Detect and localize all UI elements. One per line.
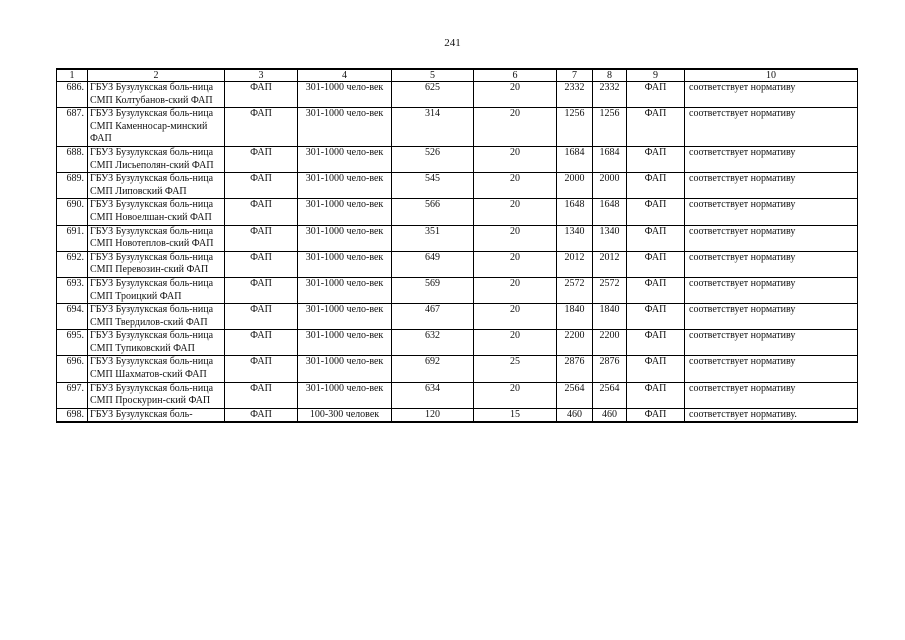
population-range-cell: 301-1000 чело-век — [298, 199, 392, 225]
facility-type-actual-cell: ФАП — [627, 277, 685, 303]
column-header-row — [57, 69, 858, 82]
column-header: 4 — [298, 69, 392, 82]
column-header: 5 — [392, 69, 474, 82]
population-range-cell: 301-1000 чело-век — [298, 251, 392, 277]
value-cell-5: 314 — [392, 108, 474, 147]
compliance-status-cell: соответствует нормативу — [685, 173, 858, 199]
population-range-cell: 301-1000 чело-век — [298, 356, 392, 382]
institution-name-cell: ГБУЗ Бузулукская боль-ница СМП Твердилов-ский ФАП — [88, 304, 225, 330]
table-row — [57, 277, 858, 303]
population-range-cell: 301-1000 чело-век — [298, 146, 392, 172]
row-number-cell: 693. — [57, 277, 88, 303]
value-cell-7: 460 — [557, 408, 593, 422]
value-cell-6: 20 — [474, 146, 557, 172]
value-cell-6: 20 — [474, 199, 557, 225]
compliance-status-cell: соответствует нормативу — [685, 199, 858, 225]
facility-type-actual-cell: ФАП — [627, 408, 685, 422]
facility-type-cell: ФАП — [225, 304, 298, 330]
value-cell-8: 2572 — [593, 277, 627, 303]
column-header: 3 — [225, 69, 298, 82]
population-range-cell: 301-1000 чело-век — [298, 173, 392, 199]
value-cell-5: 625 — [392, 82, 474, 108]
facility-type-cell: ФАП — [225, 199, 298, 225]
row-number-cell: 689. — [57, 173, 88, 199]
facility-type-cell: ФАП — [225, 277, 298, 303]
table-row — [57, 173, 858, 199]
row-number-cell: 695. — [57, 330, 88, 356]
column-header: 6 — [474, 69, 557, 82]
facility-type-cell: ФАП — [225, 408, 298, 422]
value-cell-8: 2876 — [593, 356, 627, 382]
compliance-status-cell: соответствует нормативу — [685, 382, 858, 408]
compliance-status-cell: соответствует нормативу — [685, 304, 858, 330]
institution-name-cell: ГБУЗ Бузулукская боль-ница СМП Шахматов-ский ФАП — [88, 356, 225, 382]
value-cell-7: 1648 — [557, 199, 593, 225]
table-row — [57, 146, 858, 172]
facility-type-cell: ФАП — [225, 225, 298, 251]
value-cell-7: 2572 — [557, 277, 593, 303]
value-cell-6: 20 — [474, 251, 557, 277]
institution-name-cell: ГБУЗ Бузулукская боль-ница СМП Колтубанов-ский ФАП — [88, 82, 225, 108]
column-header: 2 — [88, 69, 225, 82]
value-cell-8: 460 — [593, 408, 627, 422]
value-cell-7: 1256 — [557, 108, 593, 147]
table-row — [57, 225, 858, 251]
institution-name-cell: ГБУЗ Бузулукская боль-ница СМП Каменносар-минский ФАП — [88, 108, 225, 147]
value-cell-5: 526 — [392, 146, 474, 172]
compliance-status-cell: соответствует нормативу — [685, 146, 858, 172]
value-cell-6: 15 — [474, 408, 557, 422]
value-cell-8: 2012 — [593, 251, 627, 277]
population-range-cell: 301-1000 чело-век — [298, 225, 392, 251]
page-number: 241 — [444, 37, 461, 49]
table-row — [57, 82, 858, 108]
value-cell-6: 20 — [474, 382, 557, 408]
value-cell-7: 2012 — [557, 251, 593, 277]
value-cell-8: 2564 — [593, 382, 627, 408]
institution-name-cell: ГБУЗ Бузулукская боль-ница СМП Проскурин-ский ФАП — [88, 382, 225, 408]
compliance-status-cell: соответствует нормативу — [685, 251, 858, 277]
facility-type-actual-cell: ФАП — [627, 382, 685, 408]
value-cell-8: 2000 — [593, 173, 627, 199]
table-row — [57, 199, 858, 225]
institution-name-cell: ГБУЗ Бузулукская боль-ница СМП Троицкий ФАП — [88, 277, 225, 303]
value-cell-8: 1840 — [593, 304, 627, 330]
population-range-cell: 301-1000 чело-век — [298, 304, 392, 330]
facility-type-cell: ФАП — [225, 108, 298, 147]
facility-type-cell: ФАП — [225, 251, 298, 277]
row-number-cell: 694. — [57, 304, 88, 330]
population-range-cell: 301-1000 чело-век — [298, 108, 392, 147]
value-cell-8: 1256 — [593, 108, 627, 147]
table-row — [57, 108, 858, 147]
compliance-status-cell: соответствует нормативу. — [685, 408, 858, 422]
population-range-cell: 100-300 человек — [298, 408, 392, 422]
compliance-status-cell: соответствует нормативу — [685, 356, 858, 382]
institution-name-cell: ГБУЗ Бузулукская боль-ница СМП Новотеплов-ский ФАП — [88, 225, 225, 251]
facility-type-cell: ФАП — [225, 382, 298, 408]
facility-type-actual-cell: ФАП — [627, 356, 685, 382]
value-cell-6: 20 — [474, 330, 557, 356]
institution-name-cell: ГБУЗ Бузулукская боль-ница СМП Перевозин-ский ФАП — [88, 251, 225, 277]
table-row — [57, 356, 858, 382]
value-cell-5: 120 — [392, 408, 474, 422]
facility-type-actual-cell: ФАП — [627, 251, 685, 277]
compliance-status-cell: соответствует нормативу — [685, 108, 858, 147]
value-cell-5: 566 — [392, 199, 474, 225]
population-range-cell: 301-1000 чело-век — [298, 330, 392, 356]
table-row — [57, 408, 858, 422]
value-cell-7: 1840 — [557, 304, 593, 330]
table-row — [57, 330, 858, 356]
value-cell-7: 2876 — [557, 356, 593, 382]
value-cell-8: 2332 — [593, 82, 627, 108]
row-number-cell: 698. — [57, 408, 88, 422]
value-cell-7: 2564 — [557, 382, 593, 408]
compliance-status-cell: соответствует нормативу — [685, 225, 858, 251]
column-header: 9 — [627, 69, 685, 82]
table-row — [57, 382, 858, 408]
facility-type-actual-cell: ФАП — [627, 225, 685, 251]
row-number-cell: 697. — [57, 382, 88, 408]
facility-type-actual-cell: ФАП — [627, 108, 685, 147]
table-row — [57, 251, 858, 277]
column-header: 10 — [685, 69, 858, 82]
value-cell-6: 20 — [474, 173, 557, 199]
value-cell-6: 20 — [474, 304, 557, 330]
facility-type-cell: ФАП — [225, 82, 298, 108]
value-cell-6: 20 — [474, 277, 557, 303]
column-header: 7 — [557, 69, 593, 82]
column-header: 8 — [593, 69, 627, 82]
row-number-cell: 686. — [57, 82, 88, 108]
institution-name-cell: ГБУЗ Бузулукская боль-ница СМП Тупиковский ФАП — [88, 330, 225, 356]
value-cell-5: 545 — [392, 173, 474, 199]
value-cell-5: 634 — [392, 382, 474, 408]
facility-type-cell: ФАП — [225, 330, 298, 356]
row-number-cell: 691. — [57, 225, 88, 251]
facility-table — [56, 68, 858, 423]
population-range-cell: 301-1000 чело-век — [298, 82, 392, 108]
facility-type-actual-cell: ФАП — [627, 304, 685, 330]
facility-type-cell: ФАП — [225, 173, 298, 199]
facility-type-actual-cell: ФАП — [627, 199, 685, 225]
table-body — [57, 69, 858, 422]
facility-type-actual-cell: ФАП — [627, 173, 685, 199]
row-number-cell: 687. — [57, 108, 88, 147]
value-cell-5: 692 — [392, 356, 474, 382]
value-cell-7: 2332 — [557, 82, 593, 108]
row-number-cell: 690. — [57, 199, 88, 225]
institution-name-cell: ГБУЗ Бузулукская боль-ница СМП Лисьеполян-ский ФАП — [88, 146, 225, 172]
institution-name-cell: ГБУЗ Бузулукская боль- — [88, 408, 225, 422]
row-number-cell: 696. — [57, 356, 88, 382]
value-cell-5: 351 — [392, 225, 474, 251]
facility-type-actual-cell: ФАП — [627, 146, 685, 172]
column-header: 1 — [57, 69, 88, 82]
compliance-status-cell: соответствует нормативу — [685, 330, 858, 356]
value-cell-7: 1684 — [557, 146, 593, 172]
value-cell-8: 1648 — [593, 199, 627, 225]
population-range-cell: 301-1000 чело-век — [298, 382, 392, 408]
population-range-cell: 301-1000 чело-век — [298, 277, 392, 303]
row-number-cell: 688. — [57, 146, 88, 172]
compliance-status-cell: соответствует нормативу — [685, 277, 858, 303]
value-cell-6: 20 — [474, 82, 557, 108]
value-cell-6: 20 — [474, 225, 557, 251]
value-cell-8: 1684 — [593, 146, 627, 172]
value-cell-5: 632 — [392, 330, 474, 356]
row-number-cell: 692. — [57, 251, 88, 277]
facility-type-actual-cell: ФАП — [627, 330, 685, 356]
value-cell-8: 1340 — [593, 225, 627, 251]
facility-type-cell: ФАП — [225, 356, 298, 382]
value-cell-5: 467 — [392, 304, 474, 330]
institution-name-cell: ГБУЗ Бузулукская боль-ница СМП Липовский ФАП — [88, 173, 225, 199]
value-cell-8: 2200 — [593, 330, 627, 356]
value-cell-7: 1340 — [557, 225, 593, 251]
value-cell-6: 25 — [474, 356, 557, 382]
value-cell-5: 649 — [392, 251, 474, 277]
institution-name-cell: ГБУЗ Бузулукская боль-ница СМП Новоелшан-ский ФАП — [88, 199, 225, 225]
value-cell-6: 20 — [474, 108, 557, 147]
value-cell-7: 2200 — [557, 330, 593, 356]
facility-type-actual-cell: ФАП — [627, 82, 685, 108]
facility-type-cell: ФАП — [225, 146, 298, 172]
table-row — [57, 304, 858, 330]
compliance-status-cell: соответствует нормативу — [685, 82, 858, 108]
value-cell-7: 2000 — [557, 173, 593, 199]
value-cell-5: 569 — [392, 277, 474, 303]
